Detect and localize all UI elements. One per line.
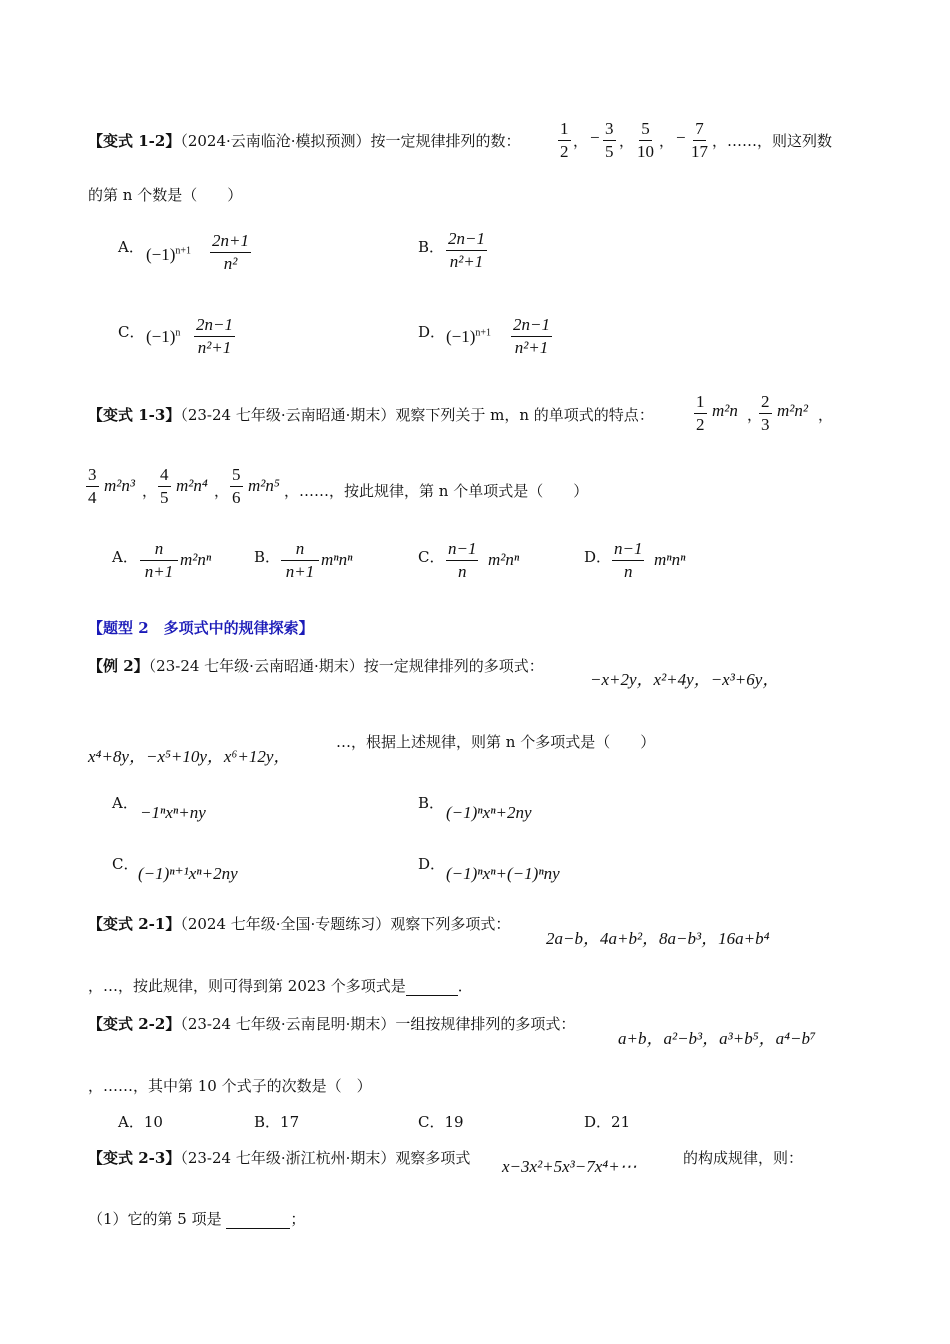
q13-option-c-expr: m²nⁿ xyxy=(488,550,520,569)
q23-label: 【变式 2-3】 xyxy=(88,1149,181,1167)
q13-tail: ，……，按此规律，第 n 个单项式是（ ） xyxy=(284,482,589,500)
q21-source: （2024 七年级·全国·专题练习） xyxy=(180,915,391,933)
q21-line2-end: ． xyxy=(457,977,473,995)
q13-term-4-frac: 4 5 xyxy=(160,465,169,507)
section-title: 【题型 2 多项式中的规律探索】 xyxy=(88,619,314,637)
q12-option-d-prefix: $(-1)^{n+1}$ xyxy=(446,327,492,346)
q13-term-4-expr: m²n⁴ xyxy=(176,476,208,495)
q22-poly: a+b，a²−b³，a³+b⁵，a⁴−b⁷ xyxy=(618,1029,816,1048)
q12-option-c-frac: 2n−1 n²+1 xyxy=(196,315,233,357)
q12-sign-4: − xyxy=(676,128,686,147)
q13-term-1-frac: 1 2 xyxy=(696,392,705,434)
q22-option-d: D．21 xyxy=(584,1113,631,1131)
q12-text: 按一定规律排列的数： xyxy=(370,132,521,150)
q13-option-c-frac: n−1 n xyxy=(448,539,477,581)
q13-option-a-expr: m²nⁿ xyxy=(180,550,212,569)
q13-option-d-expr: mⁿnⁿ xyxy=(654,550,686,569)
q12-header xyxy=(88,130,521,151)
ex2-option-d-expr: (−1)ⁿxⁿ+(−1)ⁿny xyxy=(446,864,560,883)
q12-frac-1: 1 2 xyxy=(560,119,569,161)
q13-header xyxy=(88,404,654,425)
q13-term-5-expr: m²n⁵ xyxy=(248,476,280,495)
q22-text: 一组按规律排列的多项式： xyxy=(395,1015,576,1033)
q13-term-2-frac: 2 3 xyxy=(761,392,770,434)
ex2-poly-line2: x⁴+8y，−x⁵+10y，x⁶+12y， xyxy=(88,747,291,766)
q13-option-b-expr: mⁿnⁿ xyxy=(321,550,353,569)
q23-sub1 xyxy=(88,1208,305,1229)
q12-label: 【变式 1-2】 xyxy=(88,132,181,150)
q13-option-a-letter: A． xyxy=(112,548,138,566)
q23-text: 观察多项式 xyxy=(395,1149,471,1167)
q13-label: 【变式 1-3】 xyxy=(88,406,181,424)
q12-option-a-frac: 2n+1 n² xyxy=(212,231,249,273)
q12-option-a-prefix: $(-1)^{n+1}$ xyxy=(146,245,192,264)
q13-text: 观察下列关于 m，n 的单项式的特点： xyxy=(395,406,654,424)
q12-option-b-frac: 2n−1 n²+1 xyxy=(448,229,485,271)
q23-sub1-text: （1）它的第 5 项是 xyxy=(88,1210,222,1228)
q22-option-b: B．17 xyxy=(254,1113,300,1131)
q13-term-1-expr: m²n xyxy=(712,401,738,420)
ex2-label: 【例 2】 xyxy=(88,657,149,675)
q13-source: （23-24 七年级·云南昭通·期末） xyxy=(180,406,396,424)
q13-term-2-expr: m²n² xyxy=(777,401,808,420)
ex2-text: 按一定规律排列的多项式： xyxy=(363,657,544,675)
ex2-option-d-letter: D． xyxy=(418,855,446,873)
q23-sub1-end: ； xyxy=(290,1210,306,1228)
q13-term-3-frac: 3 4 xyxy=(88,465,97,507)
q23-header xyxy=(88,1147,470,1168)
ex2-option-b-letter: B． xyxy=(418,794,445,812)
q12-frac-4: 7 17 xyxy=(691,119,708,161)
q13-term-5-frac: 5 6 xyxy=(232,465,241,507)
q12-option-c-letter: C． xyxy=(118,323,145,341)
q23-poly: x−3x²+5x³−7x⁴+⋯ xyxy=(502,1157,637,1176)
q23-tail: 的构成规律，则： xyxy=(683,1149,804,1167)
q13-option-b-frac: n n+1 xyxy=(281,540,319,581)
q21-label: 【变式 2-1】 xyxy=(88,915,181,933)
q12-option-c-prefix: $(-1)^n$ xyxy=(146,327,181,346)
ex2-source: （23-24 七年级·云南昭通·期末） xyxy=(148,657,364,675)
q12-option-d-frac: 2n−1 n²+1 xyxy=(513,315,550,357)
q21-header xyxy=(88,913,510,934)
q13-term-3-expr: m²n³ xyxy=(104,476,135,495)
q23-source: （23-24 七年级·浙江杭州·期末） xyxy=(180,1149,396,1167)
q22-source: （23-24 七年级·云南昆明·期末） xyxy=(180,1015,396,1033)
q12-sign-2: − xyxy=(590,128,600,147)
ex2-option-a-expr: −1ⁿxⁿ+ny xyxy=(140,803,206,822)
q22-option-a: A．10 xyxy=(118,1113,163,1131)
q21-poly: 2a−b，4a+b²，8a−b³，16a+b⁴ xyxy=(546,929,770,948)
q12-line2: 的第 n 个数是（ ） xyxy=(88,186,243,204)
q12-frac-2: 3 5 xyxy=(605,119,614,161)
q21-line2 xyxy=(88,975,473,996)
q13-option-a-frac: n n+1 xyxy=(140,540,178,581)
q23-sub1-blank xyxy=(226,1210,290,1229)
q13-option-b-letter: B． xyxy=(254,548,281,566)
ex2-header xyxy=(88,655,544,676)
ex2-option-b-expr: (−1)ⁿxⁿ+2ny xyxy=(446,803,532,822)
q12-option-a-letter: A． xyxy=(118,238,144,256)
q12-tail: ，……，则这列数 xyxy=(712,132,833,150)
ex2-option-c-expr: (−1)ⁿ⁺¹xⁿ+2ny xyxy=(138,864,238,883)
q12-option-b-letter: B． xyxy=(418,238,445,256)
ex2-option-c-letter: C． xyxy=(112,855,139,873)
q21-line2-text: ，…，按此规律，则可得到第 2023 个多项式是 xyxy=(88,977,406,995)
q12-option-d-letter: D． xyxy=(418,323,446,341)
q12-source: （2024·云南临沧·模拟预测） xyxy=(180,132,371,150)
ex2-option-a-letter: A． xyxy=(112,794,138,812)
q22-header xyxy=(88,1013,575,1034)
q22-line2: ，……，其中第 10 个式子的次数是（ ） xyxy=(88,1077,372,1095)
q21-answer-blank xyxy=(406,977,458,996)
ex2-tail: …，根据上述规律，则第 n 个多项式是（ ） xyxy=(336,733,656,751)
q13-option-c-letter: C． xyxy=(418,548,445,566)
q22-option-c: C．19 xyxy=(418,1113,464,1131)
q13-option-d-letter: D． xyxy=(584,548,612,566)
q13-option-d-frac: n−1 n xyxy=(614,539,643,581)
q22-label: 【变式 2-2】 xyxy=(88,1015,181,1033)
q12-frac-3: 5 10 xyxy=(637,119,654,161)
q21-text: 观察下列多项式： xyxy=(390,915,511,933)
ex2-poly-line1: −x+2y，x²+4y，−x³+6y， xyxy=(590,670,780,689)
